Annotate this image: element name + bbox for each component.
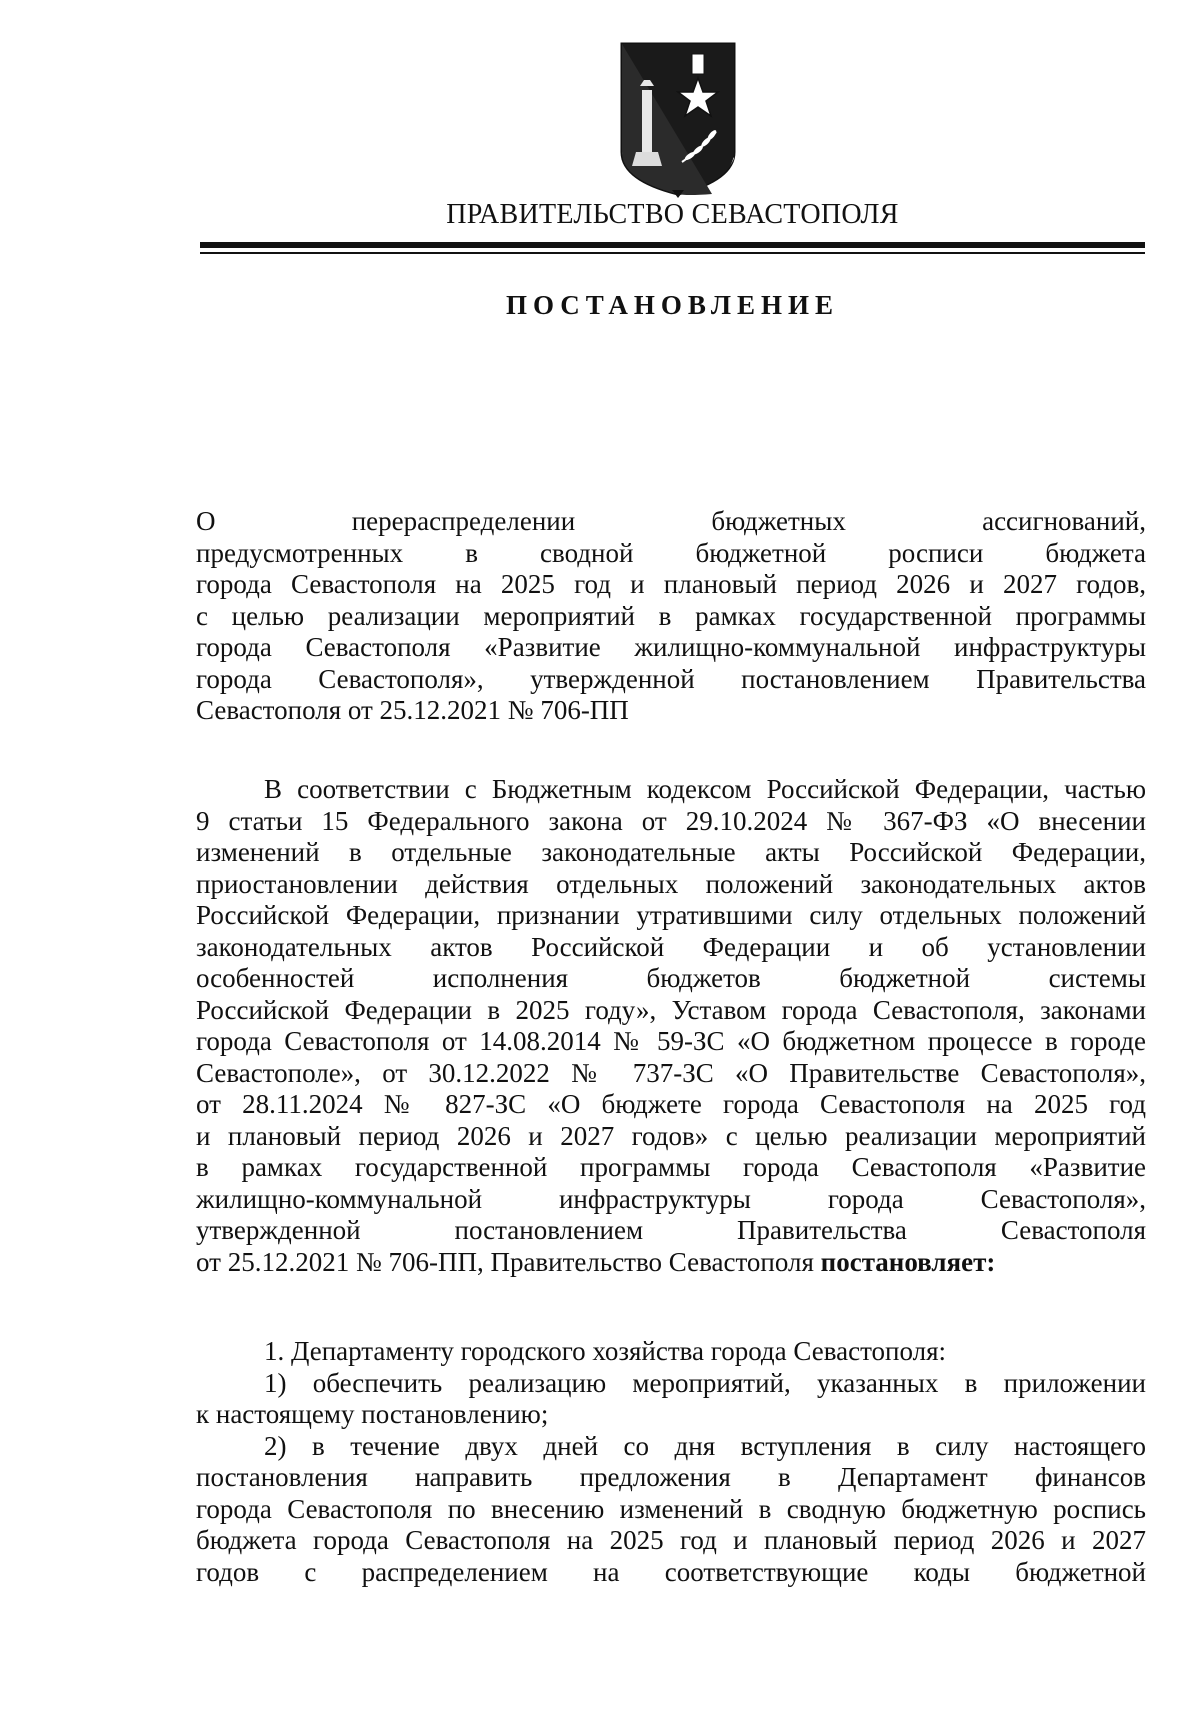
decree-section xyxy=(196,1336,1146,1588)
document-type: ПОСТАНОВЛЕНИЕ xyxy=(505,290,840,320)
preamble-line: жилищно-коммунальной инфраструктуры города Севастополя», xyxy=(196,1183,1146,1214)
document-title xyxy=(196,506,1146,727)
coat-of-arms-icon xyxy=(616,40,740,198)
decree-subitem-1-line: к настоящему постановлению; xyxy=(196,1399,549,1429)
title-line: города Севастополя на 2025 год и плановый период 2026 и 2027 годов, xyxy=(196,569,1146,599)
title-line: Севастополя от 25.12.2021 № 706-ПП xyxy=(196,695,629,725)
preamble-line: Севастополе», от 30.12.2022 № 737-ЗС «О Правительстве Севастополя», xyxy=(196,1057,1146,1088)
preamble-line: изменений в отдельные законодательные акты Российской Федерации, xyxy=(196,837,1146,867)
preamble-line: особенностей исполнения бюджетов бюджетной системы xyxy=(196,963,1146,993)
decree-subitem-2-line: 2) в течение двух дней со дня вступления в силу настоящего xyxy=(264,1430,1146,1461)
issuing-authority: ПРАВИТЕЛЬСТВО СЕВАСТОПОЛЯ xyxy=(446,199,899,230)
preamble-line: от 28.11.2024 № 827-ЗС «О бюджете города Севастополя на 2025 год xyxy=(196,1089,1146,1119)
decree-subitem-1-line: 1) обеспечить реализацию мероприятий, указанных в приложении xyxy=(264,1367,1146,1398)
decree-subitem-2-line: постановления направить предложения в Департамент финансов xyxy=(196,1462,1146,1492)
decree-subitem-2-line: бюджета города Севастополя на 2025 год и плановый период 2026 и 2027 xyxy=(196,1525,1146,1555)
resolves-keyword: постановляет: xyxy=(820,1246,996,1277)
decree-subitem-2-line: города Севастополя по внесению изменений в сводную бюджетную роспись xyxy=(196,1493,1146,1524)
title-line: с целью реализации мероприятий в рамках государственной программы xyxy=(196,600,1146,631)
preamble-line: города Севастополя от 14.08.2014 № 59-ЗС «О бюджетном процессе в городе xyxy=(196,1026,1146,1056)
decree-subitem-2-line: годов с распределением на соответствующие коды бюджетной xyxy=(196,1556,1146,1587)
title-line: О перераспределении бюджетных ассигнований, xyxy=(196,506,1146,536)
preamble-line: и плановый период 2026 и 2027 годов» с целью реализации мероприятий xyxy=(196,1120,1146,1151)
header-rule-thick xyxy=(200,242,1145,248)
title-line: города Севастополя «Развитие жилищно-коммунальной инфраструктуры xyxy=(196,632,1146,662)
preamble-line: Российской Федерации в 2025 году», Уставом города Севастополя, законами xyxy=(196,994,1146,1025)
decree-item-1: 1. Департаменту городского хозяйства города Севастополя: xyxy=(264,1336,947,1366)
preamble-line: в рамках государственной программы города Севастополя «Развитие xyxy=(196,1152,1146,1182)
preamble-line: утвержденной постановлением Правительства Севастополя xyxy=(196,1215,1146,1245)
preamble-line: приостановлении действия отдельных положений законодательных актов xyxy=(196,868,1146,899)
preamble-line: Российской Федерации, признании утратившими силу отдельных положений xyxy=(196,900,1146,930)
header-rule-thin xyxy=(200,252,1145,254)
preamble-final-line xyxy=(196,1247,1146,1279)
preamble-line: В соответствии с Бюджетным кодексом Российской Федерации, частью xyxy=(264,774,1146,804)
preamble-final-text: от 25.12.2021 № 706-ПП, Правительство Севастополя xyxy=(196,1246,821,1277)
preamble-line: 9 статьи 15 Федерального закона от 29.10.2024 № 367-ФЗ «О внесении xyxy=(196,805,1146,836)
preamble-paragraph xyxy=(196,774,1146,1278)
preamble-line: законодательных актов Российской Федерации и об установлении xyxy=(196,931,1146,962)
title-line: предусмотренных в сводной бюджетной росписи бюджета xyxy=(196,537,1146,568)
title-line: города Севастополя», утвержденной постановлением Правительства xyxy=(196,663,1146,694)
